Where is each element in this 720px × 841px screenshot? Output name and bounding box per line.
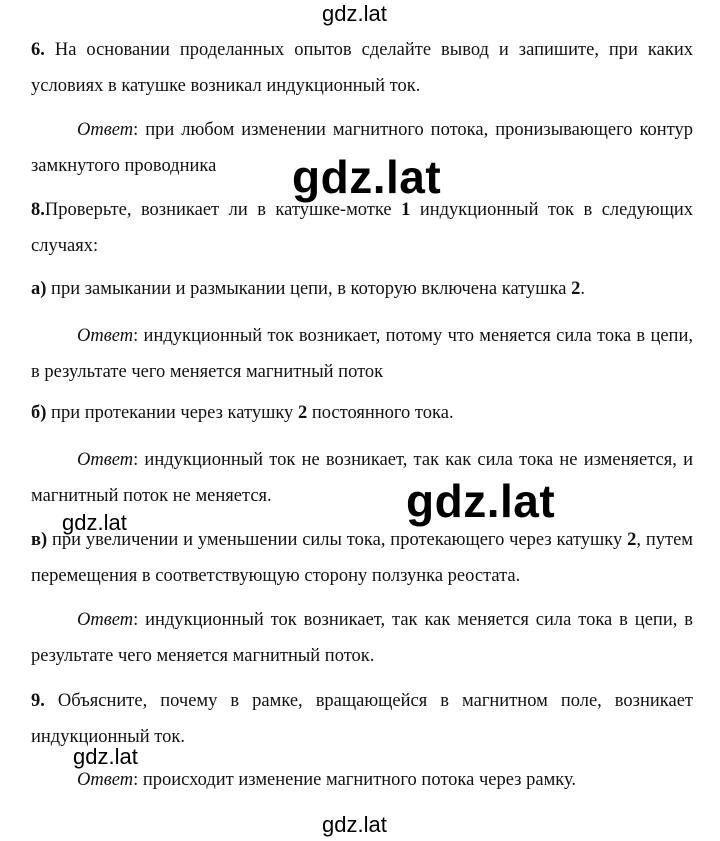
item-text-end: , путем перемещения в соответствующую сторону ползунка реостата. — [31, 530, 693, 586]
question-number: 9. — [31, 691, 45, 711]
coil-number: 2 — [297, 403, 308, 423]
answer-label: Ответ — [77, 770, 134, 790]
question-8a — [31, 271, 693, 307]
watermark-big-2: gdz.lat — [406, 475, 556, 527]
answer-text: : происходит изменение магнитного потока через рамку. — [133, 770, 577, 790]
question-text-end: индукционный ток в следующих случаях: — [31, 200, 693, 256]
item-text: при протекании через катушку — [46, 403, 298, 423]
answer-text: : при любом изменении магнитного потока, пронизывающего контур замкнутого проводника — [31, 120, 693, 176]
watermark-top: gdz.lat — [322, 1, 387, 26]
watermark-small-left: gdz.lat — [62, 510, 127, 535]
coil-number: 1 — [401, 200, 411, 220]
question-number: 8. — [31, 200, 45, 220]
item-label: в) — [31, 530, 48, 550]
item-text: при увеличении и уменьшении силы тока, протекающего через катушку — [47, 530, 628, 550]
answer-label: Ответ — [77, 610, 134, 630]
question-text: Проверьте, возникает ли в катушке-мотке — [44, 200, 402, 220]
answer-label: Ответ — [77, 326, 134, 346]
answer-text: : индукционный ток не возникает, так как сила тока не изменяется, и магнитный поток не меняется. — [31, 450, 693, 506]
question-8b — [31, 395, 693, 431]
question-text: На основании проделанных опытов сделайте вывод и запишите, при каких условиях в катушке возникал индукционный ток. — [31, 40, 693, 96]
answer-9 — [31, 762, 693, 798]
question-6 — [31, 32, 693, 104]
answer-text: : индукционный ток возникает, так как меняется сила тока в цепи, в результате чего меняется магнитный поток. — [31, 610, 693, 666]
question-8v — [31, 522, 693, 594]
item-text-end: постоянного тока. — [307, 403, 454, 423]
coil-number: 2 — [627, 530, 637, 550]
item-text: при замыкании и размыкании цепи, в которую включена катушка — [46, 279, 572, 299]
answer-8a — [31, 318, 693, 390]
question-text: Объясните, почему в рамке, вращающейся в магнитном поле, возникает индукционный ток. — [31, 691, 693, 747]
question-number: 6. — [31, 40, 45, 60]
answer-text: : индукционный ток возникает, потому что меняется сила тока в цепи, в результате чего меняется магнитный поток — [31, 326, 693, 382]
coil-number: 2 — [571, 279, 581, 299]
answer-label: Ответ — [77, 120, 134, 140]
item-text-end: . — [580, 279, 585, 299]
answer-8v — [31, 602, 693, 674]
watermark-bottom: gdz.lat — [322, 812, 387, 837]
watermark-small-mid: gdz.lat — [73, 744, 138, 769]
answer-label: Ответ — [77, 450, 134, 470]
answer-8b — [31, 442, 693, 514]
watermark-big-1: gdz.lat — [292, 151, 442, 203]
question-8 — [31, 192, 693, 264]
item-label: б) — [31, 403, 47, 423]
item-label: а) — [31, 279, 47, 299]
